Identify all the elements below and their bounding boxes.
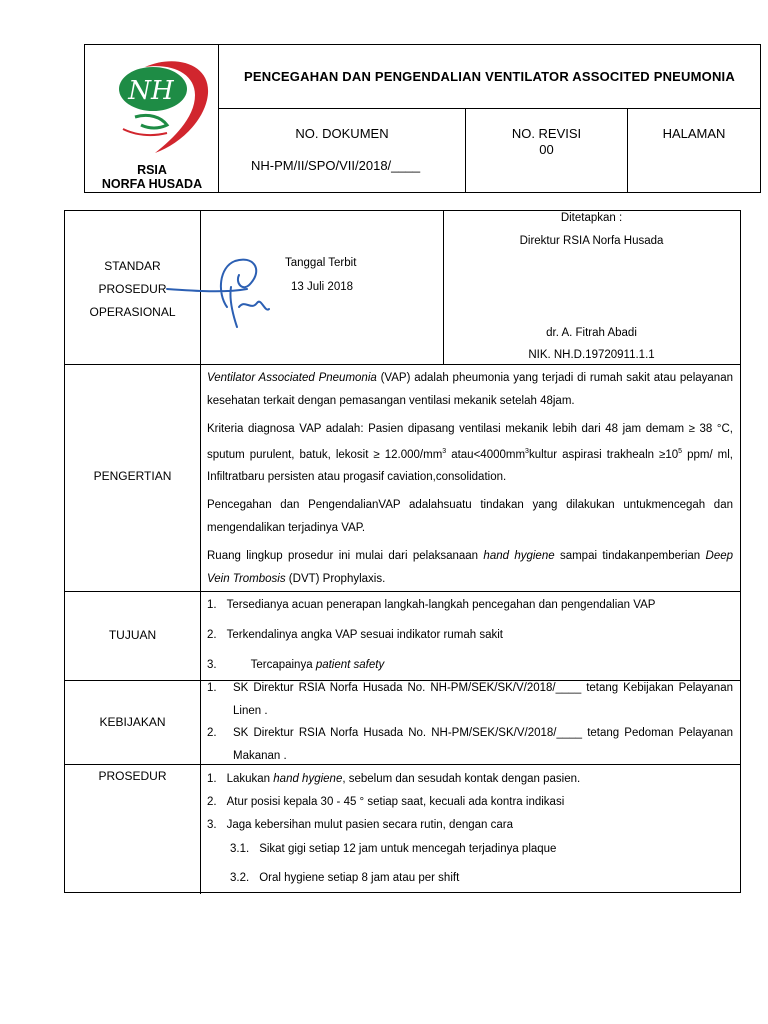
approved-label: Ditetapkan : — [560, 212, 623, 224]
kebijakan-label: KEBIJAKAN — [99, 715, 166, 729]
row-divider — [65, 364, 740, 365]
doc-number-label: NO. DOKUMEN — [295, 126, 389, 141]
list-text-italic: patient safety — [315, 659, 385, 671]
spo-label-line1: STANDAR — [104, 259, 161, 273]
list-number: 1. — [207, 599, 217, 611]
org-name-line1: RSIA — [137, 163, 167, 177]
pengertian-paragraph-2 — [207, 418, 733, 488]
page-label: HALAMAN — [662, 126, 726, 141]
kebijakan-item-2 — [207, 722, 733, 767]
signature-icon — [165, 253, 275, 333]
list-text: Lakukan — [226, 773, 274, 785]
list-text: Oral hygiene setiap 8 jam atau per shift — [259, 872, 460, 884]
list-number: 1. — [207, 682, 217, 694]
pengertian-label: PENGERTIAN — [93, 469, 172, 483]
pengertian-paragraph-3: Pencegahan dan PengendalianVAP adalahsuatu tindakan yang dilakukan untukmencegah dan mengendalikan terjadinya VAP. — [207, 499, 733, 534]
list-number: 3.1. — [230, 843, 250, 855]
criteria-text-a: Kriteria diagnosa VAP adalah: Pasien dipasang ventilasi mekanik lebih dari 48 jam demam ≥ 38 °C, sputum purulent, batuk, lekosit ≥ 12.000/mm — [207, 423, 733, 461]
pengertian-paragraph-4 — [207, 545, 733, 590]
list-text: Jaga kebersihan mulut pasien secara rutin, dengan cara — [226, 819, 513, 831]
scope-text-a: Ruang lingkup prosedur ini mulai dari pelaksanaan — [207, 550, 484, 563]
spo-label-line2: PROSEDUR — [98, 282, 167, 296]
spo-label-line3: OPERASIONAL — [89, 305, 176, 319]
signer-nik: NIK. NH.D.19720911.1.1 — [528, 349, 655, 361]
list-number: 2. — [207, 727, 217, 739]
pengertian-p1-text: (VAP) adalah pheumonia yang terjadi di rumah sakit atau pelayanan kesehatan terkait dengan pemasangan ventilasi mekanik setelah 48jam. — [207, 372, 733, 407]
pengertian-paragraph-1 — [207, 367, 733, 412]
tujuan-item-2 — [207, 629, 503, 641]
list-number: 2. — [207, 629, 217, 641]
issue-date-value: 13 Juli 2018 — [291, 281, 354, 293]
list-text: Sikat gigi setiap 12 jam untuk mencegah terjadinya plaque — [259, 843, 557, 855]
superscript: 3 — [525, 447, 529, 455]
criteria-text-d: ppm/ ml, Infiltratbaru persisten atau progasif caviation,consolidation. — [207, 448, 733, 483]
criteria-text-b: atau<4000mm — [446, 448, 526, 461]
list-number: 3. — [207, 659, 217, 671]
list-text-italic: hand hygiene — [273, 773, 343, 785]
column-divider — [443, 211, 444, 364]
list-number: 3.2. — [230, 872, 250, 884]
revision-value: 00 — [539, 142, 554, 157]
list-number: 3. — [207, 819, 217, 831]
superscript: 3 — [442, 447, 447, 455]
prosedur-item-2 — [207, 796, 564, 808]
list-text: Tersedianya acuan penerapan langkah-langkah pencegahan dan pengendalian VAP — [226, 599, 656, 611]
criteria-text-c: kultur aspirasi trakhealn ≥10 — [528, 448, 679, 461]
page-cell — [628, 109, 760, 192]
prosedur-sub-item-1 — [230, 843, 556, 855]
scope-text-b: sampai tindakanpemberian — [554, 550, 706, 563]
kebijakan-item-1 — [207, 677, 733, 722]
hospital-logo-icon — [115, 55, 215, 155]
row-divider — [65, 591, 740, 592]
logo-cell — [85, 45, 219, 192]
list-number: 1. — [207, 773, 217, 785]
issue-date-label: Tanggal Terbit — [285, 257, 357, 269]
list-text: Atur posisi kepala 30 - 45 ° setiap saat, kecuali ada kontra indikasi — [226, 796, 565, 808]
prosedur-sub-item-2 — [230, 872, 459, 884]
doc-number-cell — [219, 109, 466, 192]
pengertian-content — [207, 367, 733, 590]
tujuan-label: TUJUAN — [108, 628, 157, 642]
org-name-line2: NORFA HUSADA — [101, 177, 203, 191]
superscript: 5 — [678, 447, 683, 455]
signer-name: dr. A. Fitrah Abadi — [546, 327, 637, 339]
doc-number-value: NH-PM/II/SPO/VII/2018/____ — [251, 158, 421, 173]
prosedur-item-1 — [207, 773, 580, 785]
kebijakan-list — [207, 677, 733, 767]
revision-label: NO. REVISI — [511, 126, 582, 141]
vap-term: Ventilator Associated Pneumonia — [207, 372, 377, 384]
document-header — [84, 44, 761, 193]
list-text: SK Direktur RSIA Norfa Husada No. NH-PM/SEK/SK/V/2018/____ tetang Kebijakan Pelayanan Linen . — [233, 682, 733, 717]
approved-by-title: Direktur RSIA Norfa Husada — [519, 235, 664, 247]
spo-table — [64, 210, 741, 893]
scope-italic-1: hand hygiene — [483, 550, 555, 563]
scope-italic-2: Deep Vein Trombosis — [207, 550, 734, 585]
revision-cell — [466, 109, 628, 192]
org-name — [85, 163, 219, 191]
prosedur-item-3 — [207, 819, 513, 831]
tujuan-item-1 — [207, 599, 655, 611]
tujuan-item-3 — [207, 659, 384, 671]
list-text: , sebelum dan sesudah kontak dengan pasien. — [342, 773, 581, 785]
logo-text: NH — [128, 76, 174, 106]
list-text: Terkendalinya angka VAP sesuai indikator rumah sakit — [226, 629, 503, 641]
list-text: Tercapainya — [250, 659, 316, 671]
document-title: PENCEGAHAN DAN PENGENDALIAN VENTILATOR ASSOCITED PNEUMONIA — [219, 45, 760, 109]
list-number: 2. — [207, 796, 217, 808]
scope-text-c: (DVT) Prophylaxis. — [285, 572, 386, 585]
prosedur-label: PROSEDUR — [98, 769, 167, 783]
list-text: SK Direktur RSIA Norfa Husada No. NH-PM/SEK/SK/V/2018/____ tetang Pedoman Pelayanan Makanan . — [233, 727, 733, 762]
